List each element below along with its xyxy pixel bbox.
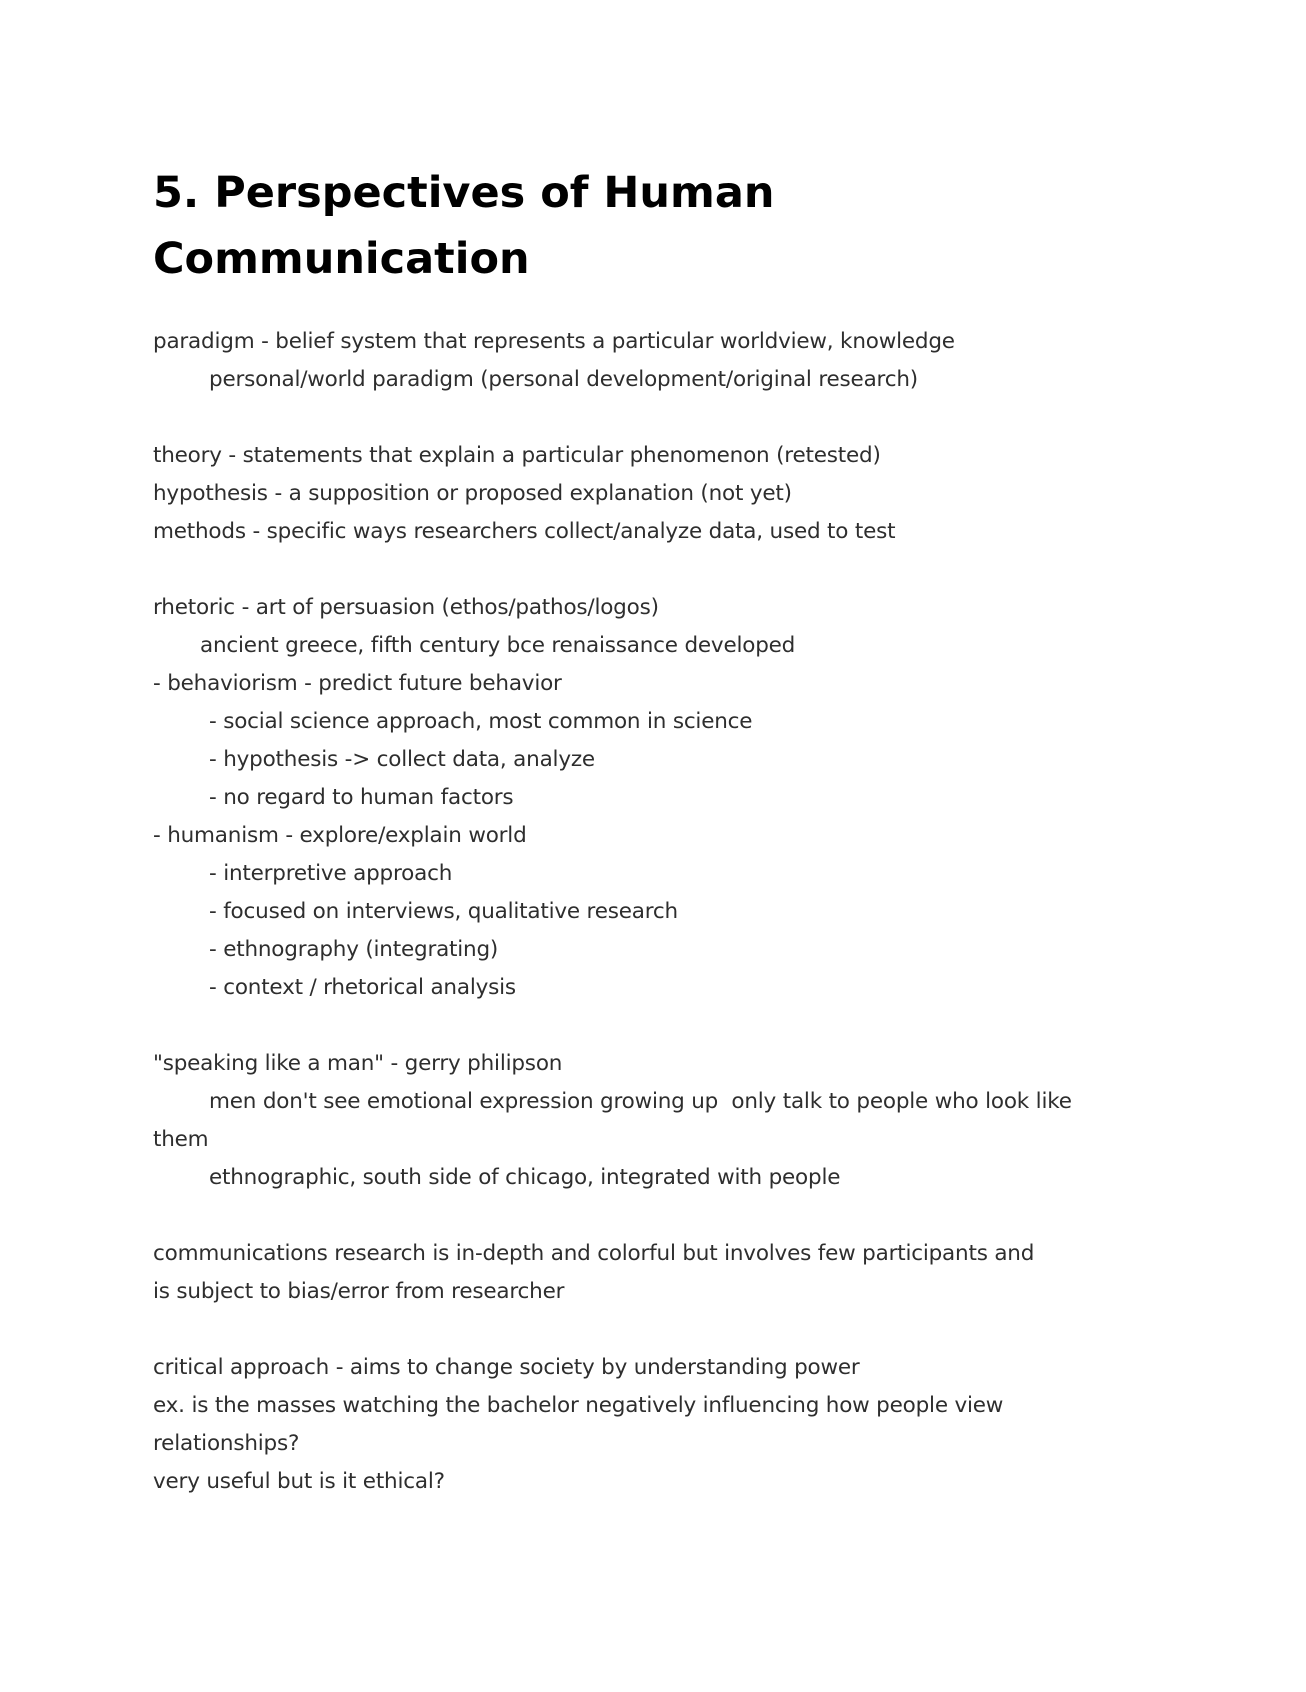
note-behaviorism-sub-3: - no regard to human factors — [209, 785, 514, 810]
note-humanism-sub-4: - context / rhetorical analysis — [209, 975, 516, 1000]
note-behaviorism-sub-2: - hypothesis -> collect data, analyze — [209, 747, 595, 772]
note-speaking-detail-2: ethnographic, south side of chicago, integrated with people — [209, 1165, 841, 1190]
paragraph-gap — [153, 1197, 1163, 1235]
note-methods: methods - specific ways researchers collect/analyze data, used to test — [153, 519, 896, 544]
title-line-2: Communication — [153, 234, 530, 284]
note-speaking-like-a-man: "speaking like a man" - gerry philipson — [153, 1051, 563, 1076]
note-research-1: communications research is in-depth and colorful but involves few participants and — [153, 1241, 1035, 1266]
note-paradigm-detail: personal/world paradigm (personal development/original research) — [209, 367, 918, 392]
note-humanism: - humanism - explore/explain world — [153, 823, 527, 848]
title-line-1: 5. Perspectives of Human — [153, 168, 775, 218]
notes-body — [153, 323, 1163, 1501]
paragraph-gap — [153, 1007, 1163, 1045]
note-humanism-sub-2: - focused on interviews, qualitative research — [209, 899, 678, 924]
note-research-2: is subject to bias/error from researcher — [153, 1279, 565, 1304]
note-critical-question: very useful but is it ethical? — [153, 1469, 445, 1494]
paragraph-gap — [153, 551, 1163, 589]
note-humanism-sub-1: - interpretive approach — [209, 861, 453, 886]
note-critical-approach: critical approach - aims to change society by understanding power — [153, 1355, 860, 1380]
note-paradigm: paradigm - belief system that represents a particular worldview, knowledge — [153, 329, 955, 354]
note-speaking-detail-1-wrap: them — [153, 1127, 209, 1152]
paragraph-gap — [153, 1311, 1163, 1349]
note-rhetoric: rhetoric - art of persuasion (ethos/pathos/logos) — [153, 595, 659, 620]
page-title — [153, 160, 1153, 292]
note-hypothesis: hypothesis - a supposition or proposed explanation (not yet) — [153, 481, 792, 506]
paragraph-gap — [153, 399, 1163, 437]
note-speaking-detail-1: men don't see emotional expression growing up only talk to people who look like — [209, 1089, 1072, 1114]
note-rhetoric-detail: ancient greece, fifth century bce renaissance developed — [200, 633, 796, 658]
note-critical-example-2: relationships? — [153, 1431, 300, 1456]
note-humanism-sub-3: - ethnography (integrating) — [209, 937, 499, 962]
note-critical-example-1: ex. is the masses watching the bachelor negatively influencing how people view — [153, 1393, 1004, 1418]
note-behaviorism: - behaviorism - predict future behavior — [153, 671, 562, 696]
note-theory: theory - statements that explain a particular phenomenon (retested) — [153, 443, 881, 468]
note-behaviorism-sub-1: - social science approach, most common in science — [209, 709, 753, 734]
